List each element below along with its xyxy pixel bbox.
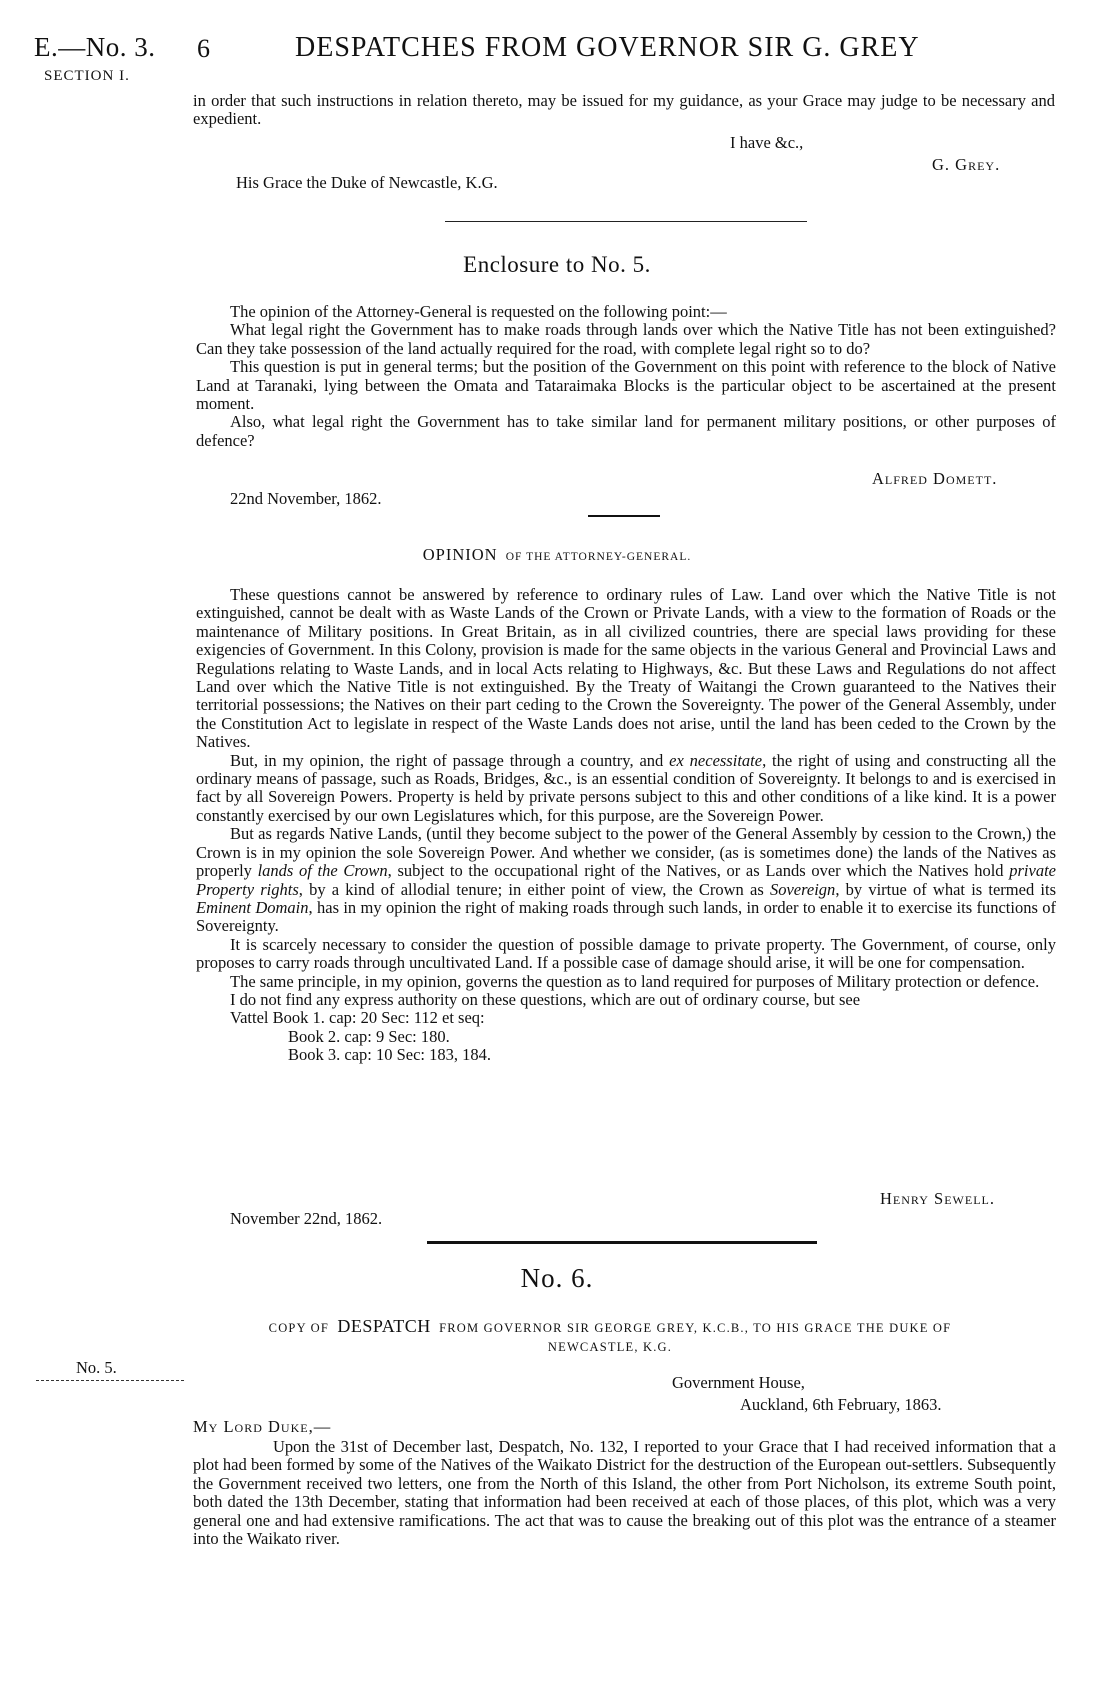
opinion-signature: Henry Sewell. <box>880 1189 995 1208</box>
opinion-paragraph: These questions cannot be answered by reference to ordinary rules of Law. Land over which the Native Title is not extinguished, cannot be dealt with as Waste Lands of the Crown or Private Lands, with a view to the formation of Roads or the maintenance of Military positions. In Great Britain, as in all civilized countries, there are special laws providing for these exigencies of Government. In this Colony, provision is made for the same objects in the various General and Provincial Laws and Regulations relating to Waste Lands, and in local Acts relating to Highways, &c. But these Laws and Regulations do not affect Land over which the Native Title is not extinguished. By the Treaty of Waitangi the Crown guaranteed to the Natives their territorial possessions; the Natives on their part ceding to the Crown the Sovereignty. The power of the General Assembly, under the Constitution Act to legislate in respect of the Waste Lands does not arise, until the land has been ceded to the Crown by the Natives. <box>196 585 1056 752</box>
despatch-date: Auckland, 6th February, 1863. <box>740 1395 942 1414</box>
opinion-paragraph: The same principle, in my opinion, governs the question as to land required for purposes of Military protection or defence. <box>230 971 1040 991</box>
enclosure-paragraph: What legal right the Government has to make roads through lands over which the Native Title has not been extinguished? Can they take possession of the land actually required for the road, with complete legal right so to do? <box>196 320 1056 358</box>
citation-line: Vattel Book 1. cap: 20 Sec: 112 et seq: <box>230 1008 485 1028</box>
enclosure-paragraph: This question is put in general terms; but the position of the Government on this point with reference to the block of Native Land at Taranaki, lying between the Omata and Tataraimaka Blocks is the particular object to be ascertained at the present moment. <box>196 357 1056 414</box>
enclosure-signature: Alfred Domett. <box>872 469 998 488</box>
addressee: His Grace the Duke of Newcastle, K.G. <box>236 173 498 192</box>
despatch-paragraph: Upon the 31st of December last, Despatch, No. 132, I reported to your Grace that I had received information that a plot had been formed by some of the Natives of the Waikato District for the destruction of the European out-settlers. Subsequently the Government received two letters, one from the North of this Island, the other from Port Nicholson, its extreme South point, both dated the 13th December, stating that information had been received at each of those places, of this plot, which was a very general one and had extensive ramifications. The act that was to cause the breaking out of this plot was the entrance of a steamer into the Waikato river. <box>193 1437 1056 1549</box>
despatch-subtitle: COPY OF DESPATCH FROM GOVERNOR SIR GEORGE GREY, K.C.B., TO HIS GRACE THE DUKE OF <box>268 1316 952 1336</box>
despatch-salutation: My Lord Duke,— <box>193 1417 332 1436</box>
enclosure-date: 22nd November, 1862. <box>230 489 382 508</box>
intro-text: in order that such instructions in relation thereto, may be issued for my guidance, as your Grace may judge to be necessary and expedient. <box>193 91 1055 129</box>
intro-paragraph <box>193 92 1055 129</box>
divider <box>445 221 807 222</box>
enclosure-paragraph: The opinion of the Attorney-General is requested on the following point:— <box>230 302 727 321</box>
enclosure-heading: Enclosure to No. 5. <box>463 252 651 277</box>
despatch-body <box>193 1438 1056 1548</box>
opinion-body <box>196 586 1056 1065</box>
opinion-paragraph: It is scarcely necessary to consider the question of possible damage to private property. The Government, of course, only proposes to carry roads through uncultivated Land. If a possible case of damage should arise, it will be one for compensation. <box>196 934 1056 973</box>
page-number: 6 <box>197 34 210 63</box>
opinion-date: November 22nd, 1862. <box>230 1209 383 1228</box>
section-label: SECTION I. <box>44 68 130 84</box>
intro-signature: G. Grey. <box>932 155 1001 174</box>
citation-line: Book 2. cap: 9 Sec: 180. <box>288 1026 450 1046</box>
divider <box>427 1241 817 1244</box>
intro-closing: I have &c., <box>730 133 804 152</box>
document-reference: E.—No. 3. <box>34 32 156 62</box>
opinion-heading <box>0 545 1114 565</box>
margin-divider <box>36 1380 184 1381</box>
divider <box>588 515 660 517</box>
opinion-paragraph: But as regards Native Lands, (until they become subject to the power of the General Assembly by cession to the Crown,) the Crown is in my opinion the sole Sovereign Power. And whether we consider, (as is sometimes done) the lands of the Natives as properly lands of the Crown, subject to the occupational right of the Natives, or as Lands over which the Natives hold private Property rights, by a kind of allodial tenure; in either point of view, the Crown as Sovereign, by virtue of what is termed its Eminent Domain, has in my opinion the right of making roads through such lands, in order to enable it to exercise its functions of Sovereignty. <box>196 824 1056 936</box>
opinion-paragraph: But, in my opinion, the right of passage through a country, and ex necessitate, the right of using and constructing all the ordinary means of passage, such as Roads, Bridges, &c., is an essential condition of Sovereignty. It belongs to and is exercised in fact by all Sovereign Powers. Property is held by private persons subject to this and other conditions of a like kind. It is a power constantly exercised by our own Legislatures which, for this purpose, are the Sovereign Power. <box>196 750 1056 825</box>
margin-note: No. 5. <box>76 1358 117 1377</box>
opinion-heading-main: OPINION <box>422 545 498 564</box>
enclosure-body <box>196 303 1056 450</box>
despatch-subtitle-line2: NEWCASTLE, K.G. <box>547 1340 673 1354</box>
page-title: DESPATCHES FROM GOVERNOR SIR G. GREY <box>295 32 920 63</box>
citation-line: Book 3. cap: 10 Sec: 183, 184. <box>288 1045 492 1065</box>
opinion-heading-rest: OF THE ATTORNEY-GENERAL. <box>505 551 692 563</box>
opinion-paragraph: I do not find any express authority on these questions, which are out of ordinary course, but see <box>230 989 861 1009</box>
enclosure-paragraph: Also, what legal right the Government has to take similar land for permanent military positions, or other purposes of defence? <box>196 412 1056 450</box>
despatch-place: Government House, <box>672 1373 805 1392</box>
despatch-number: No. 6. <box>520 1263 594 1293</box>
